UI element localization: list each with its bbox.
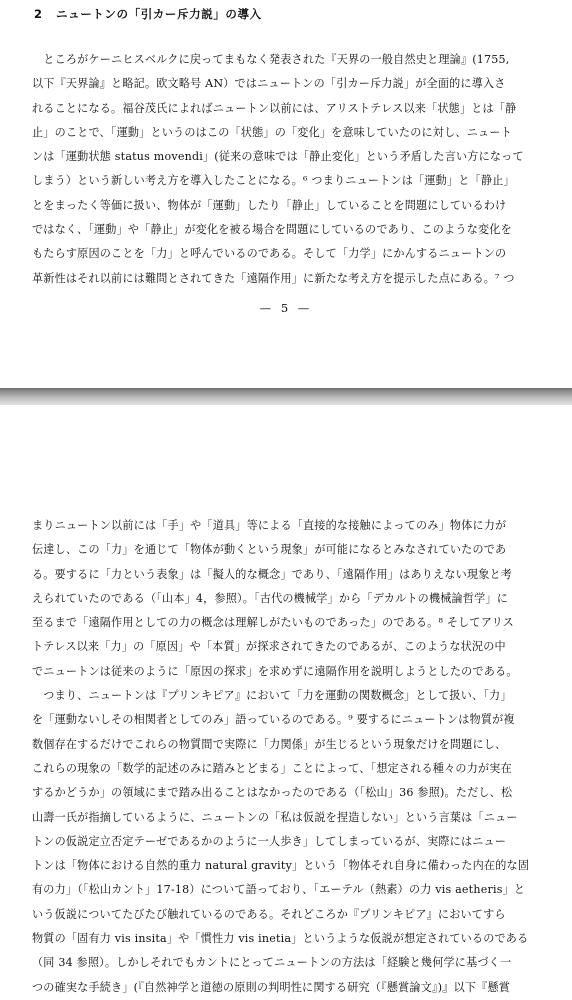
text-line: 以下『天界論』と略記。欧文略号 AN）ではニュートンの「引カー斥力説」が全面的に導入さ [32,77,506,91]
text-line: トテレス以来「力」の「原因」や「本質」が探求されてきたのであるが、このような状況の中 [32,640,506,654]
text-line: するかどうか」の領域にまで踏み出ることはなかったのである（「松山」36 参照)。ただし、松 [32,786,513,800]
text-line: れることになる。福谷茂氏によればニュートン以前には、アリストテレス以来「状態」とは「静 [32,101,517,115]
text-line: これらの現象の「数学的記述のみに踏みとどまる」ことによって、「想定される種々の力が実在 [32,761,512,775]
text-line: 数個存在するだけでこれらの物質間で実際に「力関係」が生じるという現象だけを問題にし、 [32,737,507,751]
text-line: とをまったく等価に扱い、物体が「運動」したり「静止」していることを問題にしているわけ [32,198,507,212]
text-line: まりニュートン以前には「手」や「道具」等による「直接的な接触によってのみ」物体に力が [32,519,507,532]
text-line: 山壽一氏が指摘しているように、ニュートンの「私は仮説を捏造しない」という言葉は「ニュー [32,810,518,824]
page-top [0,0,572,388]
text-line: 革新性はそれ以前には難問とされてきた「遠隔作用」に新たな考え方を提示した点にある。⁷ つ [32,271,515,285]
text-line: トンは「物体における自然的重力 natural gravity」という「物体それ自身に備わった内在的な固 [32,859,530,873]
text-line: しまう）という新しい考え方を導入したことになる。⁶ つまりニュートンは「運動」と「静止」 [32,174,515,188]
text-line: 止」のことで、「運動」というのはこの「状態」の「変化」を意味していたのに対し、ニュート [32,125,512,139]
text-line: ところがケーニヒスベルクに戻ってまもなく発表された『天界の一般自然史と理論』(1755, [32,53,510,66]
body-text-bottom [32,514,542,1000]
page-number: — 5 — [259,301,313,315]
text-line: つの確実な手続き」(『自然神学と道徳の原則の判明性に関する研究（『懸賞論文』)』以下『懸賞 [32,980,511,994]
text-line: 伝達し、この「力」を通じて「物体が動くという現象」が可能になるとみなされていたのであ [32,543,507,557]
body-text-top [32,48,542,291]
page-separator [0,388,572,405]
text-line: る。要するに「力という表象」は「擬人的な概念」であり、「遠隔作用」はありえない現象と考 [32,567,513,581]
text-line: を「運動ないしその相関者としてのみ」語っているのである。⁹ 要するにニュートンは物質が複 [32,713,515,727]
text-line: 至るまで「遠隔作用としての力の概念は理解しがたいものであった」のである。⁸ そしてアリス [32,616,514,630]
text-line: でニュートンは従来のように「原因の探求」を求めずに遠隔作用を説明しようとしたのである。 [32,664,518,678]
text-line: ではなく、「運動」や「静止」が変化を被る場合を問題にしているのであり、このような変化を [32,223,512,237]
text-line: （同 34 参照）。しかしそれでもカントにとってニュートンの方法は「経験と幾何学に基づく一 [32,956,512,970]
section-heading [34,6,262,22]
page-bottom [0,405,572,992]
text-line: つまり、ニュートンは『プリンキピア』において「力を運動の関数概念」として扱い、「力」 [32,689,512,703]
text-line: 有の力」（「松山カント」17-18）について語っており、「エーテル（熱素）の力 vis aetheris」と [32,883,526,897]
text-line: いう仮説についてたびたび触れているのである。それどころか『プリンキピア』においてすら [32,907,506,921]
text-line: ンは「運動状態 status movendi」(従来の意味では「静止変化」という矛盾した言い方になって [32,150,524,164]
text-line: 物質の「固有力 vis insita」や「慣性力 vis inetia」というような仮説が想定されているのである [32,932,529,946]
text-line: えられていたのである（「山本」4，参照）。「古代の機械学」から「デカルトの機械論哲学」に [32,591,509,605]
section-title: ニュートンの「引カー斥力説」の導入 [56,7,262,21]
text-line: トンの仮説定立否定テーゼであるかのように一人歩き」してしまっているが、実際にはニュー [32,834,507,848]
section-number: 2 [34,7,43,21]
text-line: もたらす原因のことを「力」と呼んでいるのである。そして「力学」にかんするニュートンの [32,247,507,261]
